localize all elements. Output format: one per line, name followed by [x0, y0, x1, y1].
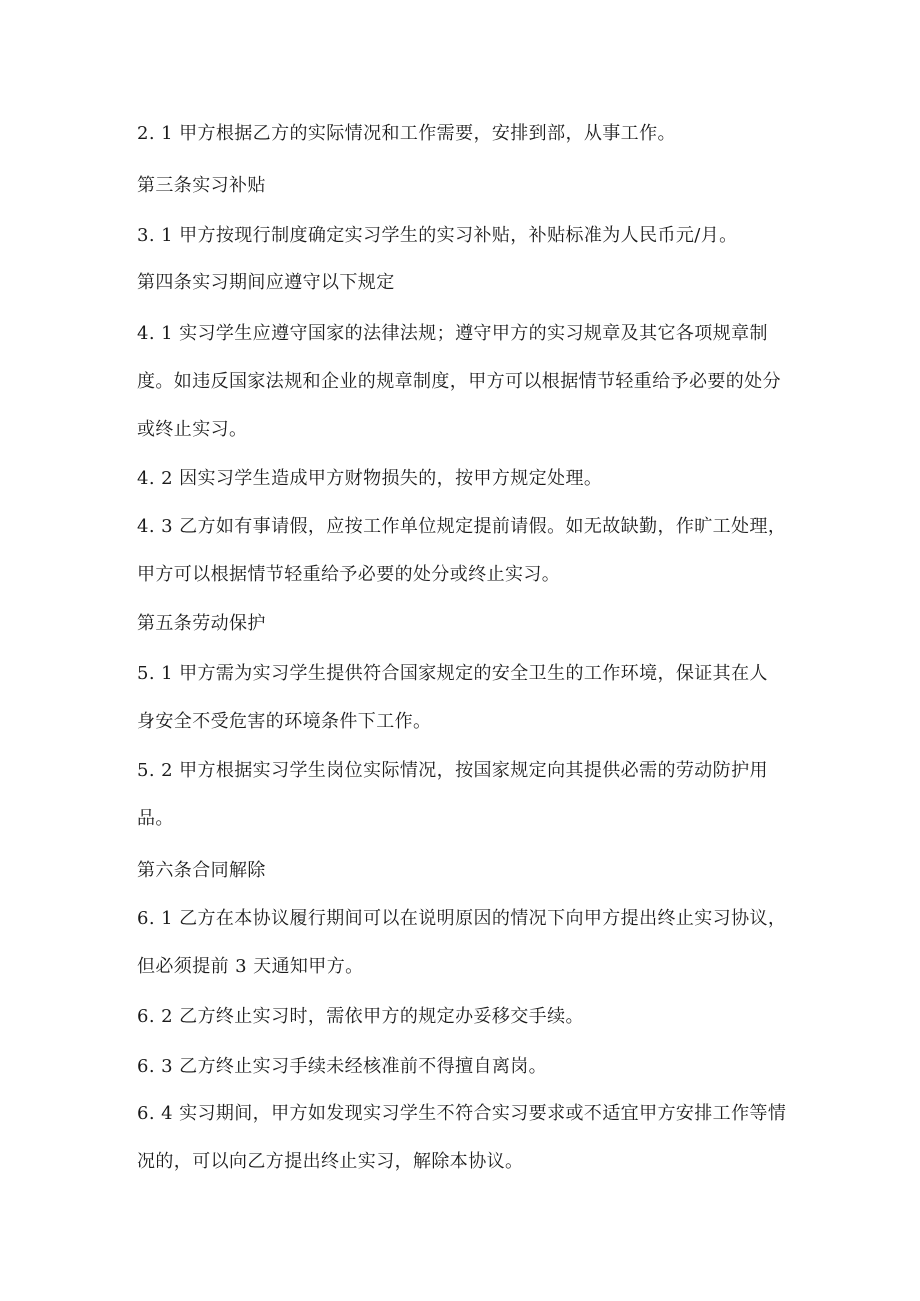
article-6-heading — [137, 847, 797, 895]
clause-5-1-line-1: 5. 1 甲方需为实习学生提供符合国家规定的安全卫生的工作环境，保证其在人 — [137, 663, 768, 684]
clause-2-1 — [137, 110, 797, 158]
clause-3-1-line-1: 3. 1 甲方按现行制度确定实习学生的实习补贴，补贴标准为人民币元/月。 — [137, 225, 738, 246]
clause-4-3-line-1: 4. 3 乙方如有事请假，应按工作单位规定提前请假。如无故缺勤，作旷工处理， — [137, 516, 787, 537]
clause-6-2 — [137, 993, 797, 1041]
clause-5-2-line-1: 5. 2 甲方根据实习学生岗位实际情况，按国家规定向其提供必需的劳动防护用 — [137, 760, 768, 781]
article-6-heading-text: 第六条合同解除 — [137, 860, 266, 881]
clause-6-3 — [137, 1043, 797, 1091]
clause-4-2 — [137, 455, 797, 503]
clause-5-1 — [137, 650, 797, 746]
clause-5-2 — [137, 747, 797, 843]
clause-4-3 — [137, 503, 797, 599]
clause-4-1-line-2: 度。如违反国家法规和企业的规章制度，甲方可以根据情节轻重给予必要的处分 — [137, 371, 781, 392]
article-5-heading — [137, 600, 797, 648]
article-3-heading — [137, 162, 797, 210]
clause-6-3-line-1: 6. 3 乙方终止实习手续未经核准前不得擅自离岗。 — [137, 1056, 548, 1077]
clause-4-1-line-1: 4. 1 实习学生应遵守国家的法律法规；遵守甲方的实习规章及其它各项规章制 — [137, 323, 768, 344]
clause-6-1-line-2: 但必须提前 3 天通知甲方。 — [137, 956, 364, 977]
clause-6-1-line-1: 6. 1 乙方在本协议履行期间可以在说明原因的情况下向甲方提出终止实习协议， — [137, 908, 787, 929]
clause-4-2-line-1: 4. 2 因实习学生造成甲方财物损失的，按甲方规定处理。 — [137, 468, 603, 489]
clause-4-1-line-3: 或终止实习。 — [137, 419, 248, 440]
clause-5-2-line-2: 品。 — [137, 808, 174, 829]
article-3-heading-text: 第三条实习补贴 — [137, 175, 266, 196]
clause-6-1 — [137, 895, 797, 991]
clause-3-1 — [137, 212, 797, 260]
clause-2-1-line-1: 2. 1 甲方根据乙方的实际情况和工作需要，安排到部，从事工作。 — [137, 123, 676, 144]
article-5-heading-text: 第五条劳动保护 — [137, 613, 266, 634]
clause-5-1-line-2: 身安全不受危害的环境条件下工作。 — [137, 711, 432, 732]
article-4-heading — [137, 259, 797, 307]
clause-6-2-line-1: 6. 2 乙方终止实习时，需依甲方的规定办妥移交手续。 — [137, 1006, 584, 1027]
clause-4-3-line-2: 甲方可以根据情节轻重给予必要的处分或终止实习。 — [137, 564, 561, 585]
clause-4-1 — [137, 310, 797, 454]
clause-6-4 — [137, 1090, 797, 1186]
article-4-heading-text: 第四条实习期间应遵守以下规定 — [137, 272, 395, 293]
clause-6-4-line-2: 况的，可以向乙方提出终止实习，解除本协议。 — [137, 1151, 524, 1172]
clause-6-4-line-1: 6. 4 实习期间，甲方如发现实习学生不符合实习要求或不适宜甲方安排工作等情 — [137, 1103, 787, 1124]
